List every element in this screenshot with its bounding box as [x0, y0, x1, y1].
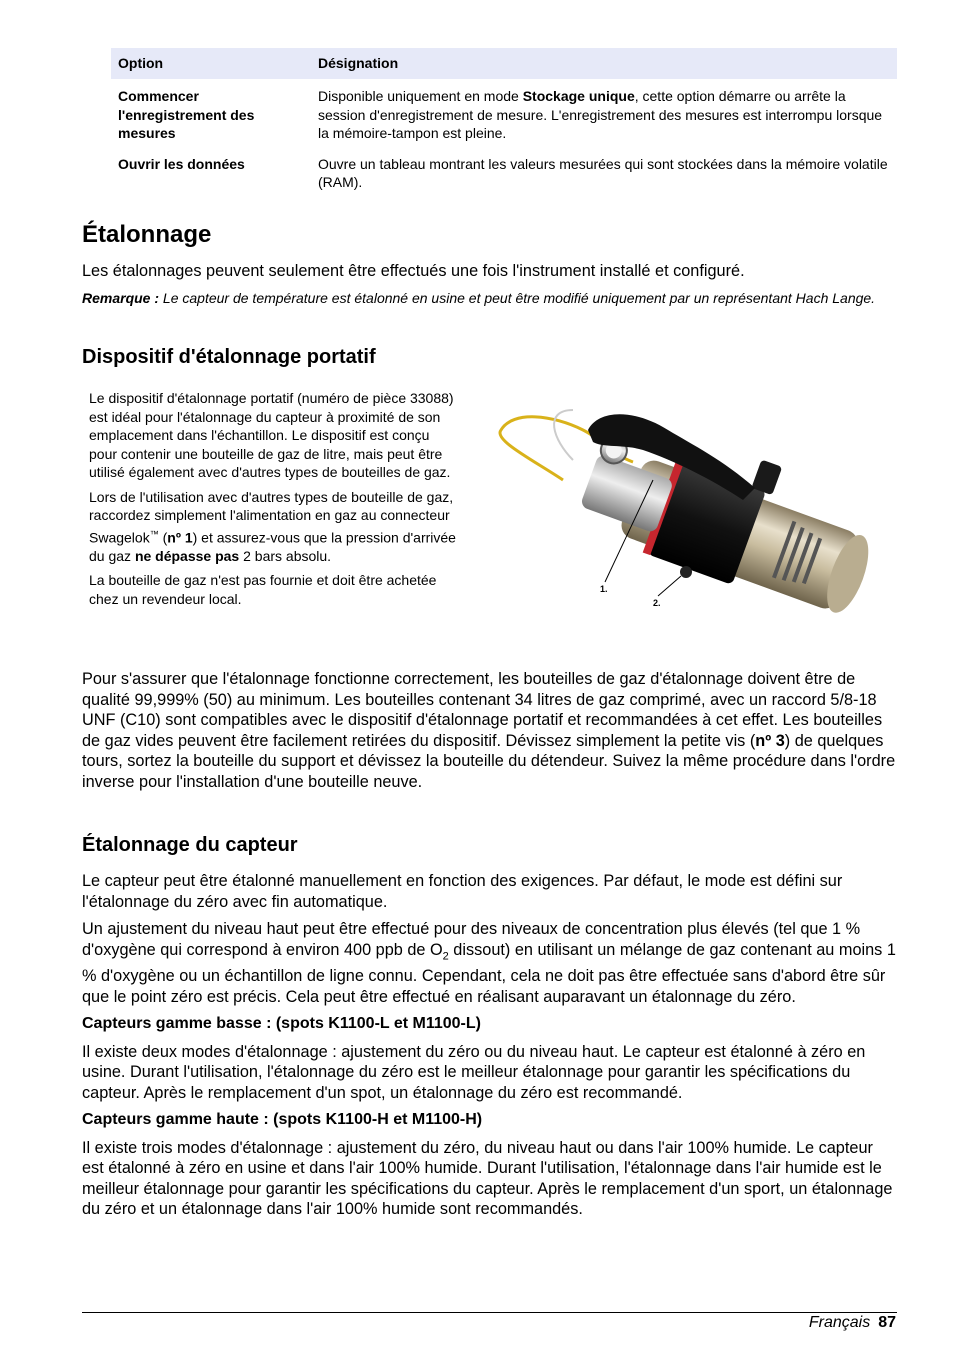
callout-label-1: 1.: [600, 584, 608, 594]
page-footer: [809, 1312, 896, 1333]
note-label: Remarque :: [82, 290, 160, 306]
cable: [554, 410, 573, 460]
table-header-row: [111, 48, 897, 79]
portable-paragraph-3: La bouteille de gaz n'est pas fournie et doit être achetée chez un revendeur local.: [89, 572, 437, 607]
callout-label-2: 2.: [653, 598, 661, 608]
table-header-option: Option: [111, 48, 311, 79]
callout-line-2: [658, 576, 681, 596]
sensor-calibration-text: [82, 871, 897, 1220]
screw: [680, 566, 692, 578]
portable-paragraph-2: Lors de l'utilisation avec d'autres types de bouteille de gaz, raccordez simplement l'alimentation en gaz au connecteur Swagelok™ (nº 1) et assurez-vous que la pression d'arrivée du gaz ne dépasse pas 2 bars absolu.: [89, 488, 456, 564]
intro-paragraph: Les étalonnages peuvent seulement être effectués une fois l'instrument installé et configuré.: [82, 262, 745, 280]
page-number: 87: [878, 1314, 896, 1331]
note-paragraph: Remarque : Le capteur de température est étalonné en usine et peut être modifié uniquement par un représentant Hach Lange.: [82, 290, 876, 306]
low-range-heading: Capteurs gamme basse : (spots K1100-L et M1100-L): [82, 1015, 481, 1033]
designation-cell: Disponible uniquement en mode Stockage unique, cette option démarre ou arrête la session d'enregistrement de mesure. L'enregistrement des mesures est interrompu lorsque la mémoire-tampon est pleine.: [318, 88, 883, 141]
portable-paragraph-1: Le dispositif d'étalonnage portatif (numéro de pièce 33088) est idéal pour l'étalonnage du capteur à proximité de son emplacement dans l'échantillon. Le dispositif est conçu pour contenir une bouteille de gaz de litre, mais peut être utilisé également avec d'autres types de bouteilles de gaz.: [89, 390, 454, 480]
table-header-designation: Désignation: [311, 48, 897, 79]
options-table: [111, 48, 897, 192]
table-row: [111, 79, 897, 143]
table-row: [111, 143, 897, 192]
portable-device-heading: Dispositif d'étalonnage portatif: [82, 346, 376, 368]
section-title: Étalonnage: [82, 221, 212, 248]
portable-device-text: [89, 389, 461, 614]
option-cell: Commencer l'enregistrement des mesures: [118, 88, 255, 141]
footer-language: Français: [808, 1314, 871, 1331]
sensor-calibration-heading: Étalonnage du capteur: [82, 834, 298, 856]
sensor-paragraph-1: Le capteur peut être étalonné manuellement en fonction des exigences. Par défaut, le mode est défini sur l'étalonnage du zéro avec fin automatique.: [82, 872, 843, 911]
high-range-paragraph: Il existe trois modes d'étalonnage : ajustement du zéro, du niveau haut ou dans l'air 100% humide. Le capteur est étalonné à zéro en usine et dans l'air 100% humide. Durant l'utilisation, l'étalonnage dans l'air humide est le meilleur étalonnage pour garantir les spécifications du capteur. Après le remplacement d'un sport, un étalonnage du zéro et un étalonnage dans l'air 100% humide sont recommandés.: [82, 1138, 893, 1219]
low-range-paragraph: Il existe deux modes d'étalonnage : ajustement du zéro ou du niveau haut. Le capteur est étalonné à zéro en usine. Durant l'utilisation, l'étalonnage du zéro est le meilleur étalonnage pour garantir les spécifications du capteur. Après le remplacement d'un spot, un étalonnage du zéro est recommandé.: [82, 1042, 866, 1102]
portable-paragraph-4: Pour s'assurer que l'étalonnage fonctionne correctement, les bouteilles de gaz d'étalonnage doivent être de qualité 99,999% (50) au minimum. Les bouteilles contenant 34 litres de gaz comprimé, avec un raccord 5/8-18 UNF (C10) sont compatibles avec le dispositif d'étalonnage portatif et recommandées à cet effet. Les bouteilles de gaz vides peuvent être facilement retirées du dispositif. Dévissez simplement la petite vis (nº 3) de quelques tours, sortez la bouteille du support et dévissez la bouteille du détendeur. Suivez la même procédure dans l'ordre inverse pour l'installation d'une bouteille neuve.: [82, 670, 896, 791]
footer-rule: [82, 1312, 897, 1313]
option-cell: Ouvrir les données: [118, 155, 245, 172]
high-range-heading: Capteurs gamme haute : (spots K1100-H et M1100-H): [82, 1111, 483, 1129]
sensor-paragraph-2: Un ajustement du niveau haut peut être effectué pour des niveaux de concentration plus élevés (tel que 1 % d'oxygène qui correspond à environ 400 ppb de $O_2$ dissout) en utilisant un mélange de gaz contenant au moins 1 % d'oxygène ou un échantillon de ligne connu. Cependant, cela ne doit pas être effectuée sans d'abord être sûr que le point zéro est précis. Cela peut être effectué en réalisant auparavant un étalonnage du zéro.: [82, 920, 896, 1006]
calibration-device-image: [493, 400, 885, 622]
designation-cell: Ouvre un tableau montrant les valeurs mesurées qui sont stockées dans la mémoire volatile (RAM).: [318, 155, 888, 190]
